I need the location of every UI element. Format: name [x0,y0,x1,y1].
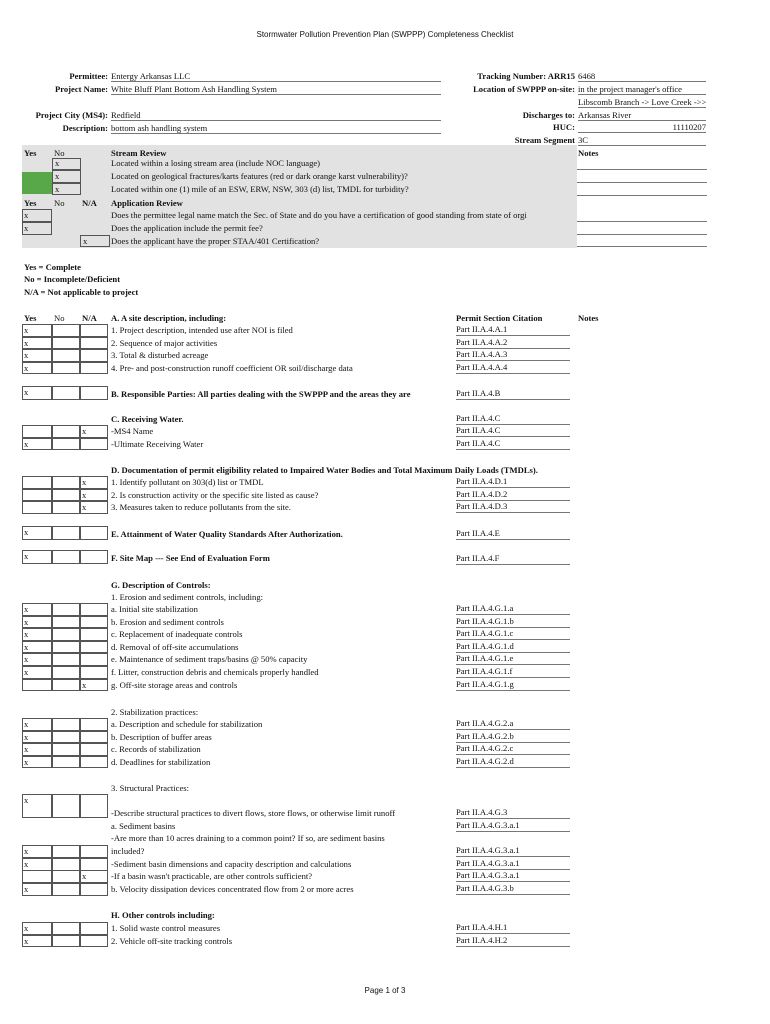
section-g1-row-4-col2[interactable] [80,641,108,654]
section-g3-row-1-col1[interactable] [52,794,80,818]
section-g3-item-7: b. Velocity dissipation devices concentrated flow from 2 or more acres [111,884,354,894]
section-f-row-col2[interactable] [80,550,108,564]
section-g3-item-1: -Describe structural practices to divert flows, store flows, or otherwise limit runoff [111,808,396,818]
section-c-cite-1: Part II.A.4.C [456,425,570,437]
section-e-heading: E. Attainment of Water Quality Standards After Authorization. [111,529,343,539]
stream-mark-1: x [55,158,60,168]
section-d-row-1-col1[interactable] [52,476,80,489]
app-yes-header: Yes [24,198,37,208]
section-g2-row-1-col2[interactable] [80,718,108,731]
description-label: Description: [62,123,108,133]
section-c-row-2-col2[interactable] [80,438,108,451]
section-g1-row-3-col2[interactable] [80,628,108,641]
section-d-row-3-col2-mark: x [82,502,87,513]
stream-mark-2: x [55,171,60,181]
huc-value: 11110207 [578,122,706,133]
section-g2-row-2-col2[interactable] [80,731,108,744]
section-g3-item-4: included? [111,846,145,856]
section-e-row-col0-mark: x [24,527,29,537]
app-mark-2: x [24,223,29,233]
location-label: Location of SWPPP on-site: [473,84,575,94]
section-g3-row-3-col1[interactable] [52,858,80,871]
section-a-row-4-col2[interactable] [80,362,108,375]
section-g-sub3: 3. Structural Practices: [111,783,190,793]
section-f-row-col1[interactable] [52,550,80,564]
section-h-row-2-col0-mark: x [24,935,29,946]
section-d-heading: D. Documentation of permit eligibility related to Impaired Water Bodies and Total Maximum Daily Loads (TMDLs). [111,465,538,475]
permittee-label: Permittee: [69,71,108,81]
stream-notes-header: Notes [578,148,599,158]
section-g3-row-4-col0[interactable] [22,870,52,883]
location-value-2: Libscomb Branch -> Love Creek ->> [578,97,707,107]
section-b-row-col0-mark: x [24,387,29,397]
section-g1-row-7-col1[interactable] [52,679,80,692]
section-g3-item-6: -If a basin wasn't practicable, are other controls sufficient? [111,871,313,881]
section-g3-cite-6: Part II.A.4.G.3.b [456,883,570,895]
stream-mark-3: x [55,184,60,194]
section-h-row-1-col0-mark: x [24,923,29,933]
section-d-cite-2: Part II.A.4.D.2 [456,489,570,501]
section-g3-cite-3: Part II.A.4.G.3.a.1 [456,845,570,857]
section-c-item-1: -MS4 Name [111,426,154,436]
section-g2-row-4-col1[interactable] [52,756,80,769]
tracking-value: 6468 [578,71,706,82]
section-g1-row-5-col2[interactable] [80,653,108,666]
section-g2-cite-3: Part II.A.4.G.2.c [456,743,570,755]
app-item-3: Does the applicant have the proper STAA/401 Certification? [111,236,320,246]
section-a-cite-2: Part II.A.4.A.2 [456,337,570,349]
section-h-row-2-col2[interactable] [80,935,108,948]
section-d-row-3-col0[interactable] [22,501,52,514]
section-e-row-col1[interactable] [52,526,80,540]
section-a-row-1-col1[interactable] [52,324,80,337]
section-f-heading: F. Site Map --- See End of Evaluation Form [111,553,270,563]
legend-no: No = Incomplete/Deficient [24,274,121,284]
stream-item-2: Located on geological fractures/karts features (red or dark orange karst vulnerability)? [111,171,408,181]
section-g1-cite-3: Part II.A.4.G.1.c [456,628,570,640]
app-item-2: Does the application include the permit fee? [111,223,263,233]
section-a-row-3-col0-mark: x [24,350,29,361]
section-g2-row-2-col1[interactable] [52,731,80,744]
section-a-heading: A. A site description, including: [111,313,227,323]
section-g3-row-4-col2-mark: x [82,871,87,881]
application-review-heading: Application Review [111,198,183,208]
section-g1-item-7: g. Off-site storage areas and controls [111,679,238,690]
section-g1-row-4-col0-mark: x [24,641,29,652]
section-g3-row-2-col1[interactable] [52,845,80,858]
section-b-cite: Part II.A.4.B [456,388,570,400]
section-g1-item-5: e. Maintenance of sediment traps/basins @ 50% capacity [111,654,308,665]
stream-item-1: Located within a losing stream area (include NOC language) [111,158,321,168]
huc-label: HUC: [553,122,575,132]
section-h-heading: H. Other controls including: [111,910,215,920]
stream-no-header: No [54,148,65,158]
section-g1-row-2-col0-mark: x [24,616,29,627]
section-b-row-col2[interactable] [80,386,108,400]
city-value: Redfield [111,110,441,121]
section-g1-cite-7: Part II.A.4.G.1.g [456,679,570,691]
section-g3-item-3: -Are more than 10 acres draining to a common point? If so, are sediment basins [111,833,385,843]
section-g2-row-3-col0-mark: x [24,744,29,755]
section-g3-row-5-col0-mark: x [24,884,29,894]
section-c-cite: Part II.A.4.C [456,413,570,425]
section-d-row-2-col1[interactable] [52,489,80,502]
section-c-row-1-col2-mark: x [82,426,87,436]
section-c-cite-2: Part II.A.4.C [456,438,570,450]
discharges-value: Arkansas River [578,110,706,121]
section-g2-row-3-col2[interactable] [80,743,108,756]
stream-item-3: Located within one (1) mile of an ESW, ERW, NSW, 303 (d) list, TMDL for turbidity? [111,184,409,194]
page-footer: Page 1 of 3 [364,986,406,995]
section-h-item-1: 1. Solid waste control measures [111,923,221,933]
section-g3-row-2-col2[interactable] [80,845,108,858]
section-g3-row-1-col0-mark: x [24,795,29,805]
section-g2-item-1: a. Description and schedule for stabilization [111,719,263,729]
section-d-cite-3: Part II.A.4.D.3 [456,501,570,513]
section-h-row-2-col1[interactable] [52,935,80,948]
col-na: N/A [82,313,97,323]
section-g1-row-5-col1[interactable] [52,653,80,666]
section-g3-cite-2: Part II.A.4.G.3.a.1 [456,820,570,832]
section-f-row-col0-mark: x [24,551,29,561]
app-mark-3: x [83,236,88,246]
app-item-1: Does the permittee legal name match the Sec. of State and do you have a certification of good standing from state of orgi [111,210,527,220]
section-d-item-2: 2. Is construction activity or the specific site listed as cause? [111,489,319,500]
section-g-sub2: 2. Stabilization practices: [111,707,199,717]
section-g3-row-4-col1[interactable] [52,870,80,883]
section-g3-row-5-col1[interactable] [52,883,80,896]
section-a-row-1-col2[interactable] [80,324,108,337]
legend-na: N/A = Not applicable to project [24,287,139,297]
section-g2-item-4: d. Deadlines for stabilization [111,756,211,767]
permittee-value: Entergy Arkansas LLC [111,71,441,82]
col-notes: Notes [578,313,599,323]
section-d-item-3: 3. Measures taken to reduce pollutants from the site. [111,502,291,513]
section-h-cite-2: Part II.A.4.H.2 [456,935,570,947]
app-na-header: N/A [82,198,97,208]
section-g3-row-2-col0-mark: x [24,846,29,856]
section-e-row-col2[interactable] [80,526,108,540]
section-g2-row-4-col0-mark: x [24,756,29,767]
section-a-item-4: 4. Pre- and post-construction runoff coefficient OR soil/discharge data [111,362,353,373]
section-g2-row-1-col1[interactable] [52,718,80,731]
page-title: Stormwater Pollution Prevention Plan (SWPPP) Completeness Checklist [256,30,514,39]
stream-note-line-2 [577,182,707,183]
section-g2-row-3-col1[interactable] [52,743,80,756]
section-g1-item-2: b. Erosion and sediment controls [111,616,224,627]
discharges-label: Discharges to: [522,110,575,120]
section-g1-cite-5: Part II.A.4.G.1.e [456,653,570,665]
section-a-row-3-col1[interactable] [52,349,80,362]
section-g1-cite-1: Part II.A.4.G.1.a [456,603,570,615]
section-g3-row-1-col2[interactable] [80,794,108,818]
section-a-item-3: 3. Total & disturbed acreage [111,350,209,361]
stream-review-heading: Stream Review [111,148,167,158]
section-a-row-4-col1[interactable] [52,362,80,375]
section-g2-row-1-col0-mark: x [24,719,29,729]
section-g1-row-5-col0-mark: x [24,654,29,665]
section-e-cite: Part II.A.4.E [456,528,570,540]
stream-note-line-1 [577,169,707,170]
section-g2-item-2: b. Description of buffer areas [111,731,212,742]
city-label: Project City (MS4): [35,110,108,120]
section-h-cite-1: Part II.A.4.H.1 [456,922,570,934]
section-g1-row-1-col0-mark: x [24,604,29,614]
section-g2-row-2-col0-mark: x [24,731,29,742]
legend-yes: Yes = Complete [24,262,81,272]
section-a-item-1: 1. Project description, intended use after NOI is filed [111,325,293,335]
section-a-row-2-col0-mark: x [24,337,29,348]
section-g3-item-2: a. Sediment basins [111,821,176,831]
section-c-row-1-col1[interactable] [52,425,80,438]
tracking-label: Tracking Number: ARR15 [477,71,575,81]
section-d-row-1-col0[interactable] [22,476,52,489]
section-h-item-2: 2. Vehicle off-site tracking controls [111,935,233,946]
section-g1-item-1: a. Initial site stabilization [111,604,198,614]
section-g1-row-2-col1[interactable] [52,616,80,629]
app-mark-1: x [24,210,29,220]
section-g1-item-6: f. Litter, construction debris and chemicals properly handled [111,667,319,677]
section-d-row-2-col0[interactable] [22,489,52,502]
section-g1-row-7-col2-mark: x [82,679,87,690]
section-g1-row-2-col2[interactable] [80,616,108,629]
app-note-line-1 [577,221,707,222]
section-c-item-2: -Ultimate Receiving Water [111,438,204,449]
segment-value: 3C [578,135,706,146]
section-a-item-2: 2. Sequence of major activities [111,337,218,348]
section-g1-cite-6: Part II.A.4.G.1.f [456,666,570,678]
section-d-row-1-col2-mark: x [82,477,87,487]
segment-label: Stream Segment [514,135,575,145]
stream-note-line-3 [577,195,707,196]
section-b-row-col1[interactable] [52,386,80,400]
section-g1-row-1-col1[interactable] [52,603,80,616]
section-g3-cite-1: Part II.A.4.G.3 [456,807,570,819]
section-d-row-3-col1[interactable] [52,501,80,514]
project-value: White Bluff Plant Bottom Ash Handling System [111,84,441,95]
green-highlight [22,172,52,194]
section-g1-item-3: c. Replacement of inadequate controls [111,629,243,640]
section-h-row-1-col2[interactable] [80,922,108,935]
app-note-line-2 [577,234,707,235]
section-a-cite-3: Part II.A.4.A.3 [456,349,570,361]
section-g2-cite-1: Part II.A.4.G.2.a [456,718,570,730]
section-a-cite-1: Part II.A.4.A.1 [456,324,570,336]
section-c-row-1-col0[interactable] [22,425,52,438]
section-a-row-2-col2[interactable] [80,337,108,350]
section-h-row-1-col1[interactable] [52,922,80,935]
section-g2-cite-4: Part II.A.4.G.2.d [456,756,570,768]
section-c-row-2-col0-mark: x [24,438,29,449]
col-citation: Permit Section Citation [456,313,543,323]
section-g2-row-4-col2[interactable] [80,756,108,769]
section-g1-row-6-col2[interactable] [80,666,108,679]
section-a-row-1-col0-mark: x [24,325,29,335]
section-g1-cite-2: Part II.A.4.G.1.b [456,616,570,628]
section-d-item-1: 1. Identify pollutant on 303(d) list or TMDL [111,477,264,487]
section-b-heading: B. Responsible Parties: All parties dealing with the SWPPP and the areas they are [111,389,411,399]
section-g1-item-4: d. Removal of off-site accumulations [111,641,239,652]
section-c-heading: C. Receiving Water. [111,414,184,424]
section-g1-row-4-col1[interactable] [52,641,80,654]
app-no-header: No [54,198,65,208]
location-value: in the project manager's office [578,84,706,95]
section-g1-row-1-col2[interactable] [80,603,108,616]
section-a-cite-4: Part II.A.4.A.4 [456,362,570,374]
section-g1-row-7-col0[interactable] [22,679,52,692]
section-c-row-2-col1[interactable] [52,438,80,451]
col-no: No [54,313,65,323]
project-label: Project Name: [54,84,108,94]
section-a-row-3-col2[interactable] [80,349,108,362]
section-g3-cite-4: Part II.A.4.G.3.a.1 [456,858,570,870]
section-g1-row-3-col1[interactable] [52,628,80,641]
section-g3-row-5-col2[interactable] [80,883,108,896]
section-g-heading: G. Description of Controls: [111,580,211,590]
section-f-cite: Part II.A.4.F [456,553,570,565]
section-a-row-2-col1[interactable] [52,337,80,350]
section-g3-row-3-col2[interactable] [80,858,108,871]
section-g3-cite-5: Part II.A.4.G.3.a.1 [456,870,570,882]
section-a-row-4-col0-mark: x [24,362,29,373]
section-d-cite-1: Part II.A.4.D.1 [456,476,570,488]
section-g3-item-5: -Sediment basin dimensions and capacity description and calculations [111,859,352,869]
section-g2-item-3: c. Records of stabilization [111,744,201,755]
section-g1-row-6-col1[interactable] [52,666,80,679]
section-d-row-2-col2-mark: x [82,489,87,500]
stream-yes-header: Yes [24,148,37,158]
section-g1-row-6-col0-mark: x [24,667,29,677]
section-g-sub1: 1. Erosion and sediment controls, including: [111,592,264,602]
section-g2-cite-2: Part II.A.4.G.2.b [456,731,570,743]
col-yes: Yes [24,313,37,323]
app-note-line-3 [577,246,707,247]
description-value: bottom ash handling system [111,123,441,134]
section-g1-row-3-col0-mark: x [24,629,29,640]
section-g3-row-3-col0-mark: x [24,859,29,869]
section-g1-cite-4: Part II.A.4.G.1.d [456,641,570,653]
